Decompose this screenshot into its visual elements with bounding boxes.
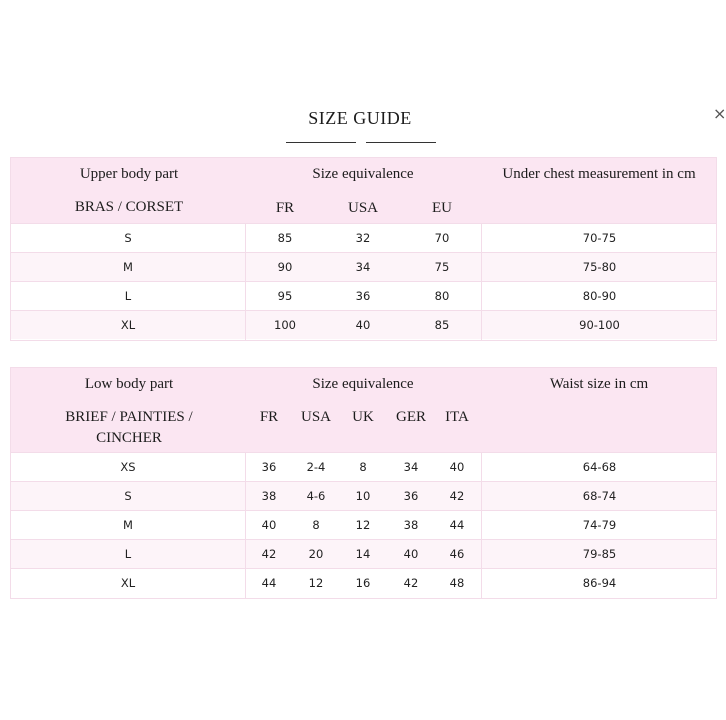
ita-cell: 48 [449, 576, 465, 590]
page-title: SIZE GUIDE [308, 108, 412, 128]
size-cell: XS [120, 460, 136, 474]
column-divider [245, 223, 246, 340]
table-row [11, 452, 716, 481]
lower-table-header [11, 368, 716, 452]
fr-cell: 90 [277, 260, 293, 274]
lower-equivalence-label: Size equivalence [312, 376, 414, 392]
fr-cell: 36 [261, 460, 277, 474]
usa-cell: 40 [355, 318, 371, 332]
upper-equivalence-label: Size equivalence [312, 166, 414, 182]
measure-cell: 64-68 [582, 460, 617, 474]
column-divider [245, 452, 246, 598]
table-row [11, 281, 716, 310]
upper-col-fr: FR [275, 200, 295, 216]
lower-part-label: Low body part [84, 376, 174, 392]
fr-cell: 40 [261, 518, 277, 532]
ita-cell: 46 [449, 547, 465, 561]
upper-col-eu: EU [432, 200, 452, 216]
eu-cell: 70 [434, 231, 450, 245]
table-row [11, 252, 716, 281]
upper-measure-label: Under chest measurement in cm [502, 166, 696, 182]
measure-cell: 90-100 [579, 318, 620, 332]
table-row [11, 539, 716, 568]
size-cell: XL [120, 576, 136, 590]
fr-cell: 38 [261, 489, 277, 503]
upper-category-label: BRAS / CORSET [74, 199, 184, 215]
lower-col-ita: ITA [445, 409, 469, 425]
usa-cell: 2-4 [306, 460, 326, 474]
ger-cell: 40 [403, 547, 419, 561]
uk-cell: 14 [355, 547, 371, 561]
measure-cell: 79-85 [582, 547, 617, 561]
fr-cell: 100 [274, 318, 296, 332]
lower-category-label-line1: BRIEF / PAINTIES / [65, 409, 193, 425]
ger-cell: 36 [403, 489, 419, 503]
ger-cell: 38 [403, 518, 419, 532]
lower-category-label-line2: CINCHER [96, 430, 162, 446]
size-cell: XL [120, 318, 136, 332]
table-row [11, 510, 716, 539]
usa-cell: 12 [308, 576, 324, 590]
measure-cell: 86-94 [582, 576, 617, 590]
close-icon[interactable]: × [713, 104, 726, 123]
uk-cell: 16 [355, 576, 371, 590]
ger-cell: 42 [403, 576, 419, 590]
column-divider [481, 223, 482, 340]
measure-cell: 80-90 [582, 289, 617, 303]
usa-cell: 4-6 [306, 489, 326, 503]
table-row [11, 310, 716, 339]
title-underline-right [366, 142, 436, 143]
fr-cell: 85 [277, 231, 293, 245]
ger-cell: 34 [403, 460, 419, 474]
table-row [11, 481, 716, 510]
size-cell: S [124, 489, 132, 503]
eu-cell: 85 [434, 318, 450, 332]
size-cell: M [123, 260, 133, 274]
measure-cell: 68-74 [582, 489, 617, 503]
fr-cell: 95 [277, 289, 293, 303]
size-cell: L [124, 289, 132, 303]
measure-cell: 70-75 [582, 231, 617, 245]
ita-cell: 44 [449, 518, 465, 532]
measure-cell: 74-79 [582, 518, 617, 532]
lower-measure-label: Waist size in cm [549, 376, 649, 392]
fr-cell: 42 [261, 547, 277, 561]
uk-cell: 10 [355, 489, 371, 503]
usa-cell: 34 [355, 260, 371, 274]
lower-col-fr: FR [259, 409, 279, 425]
ita-cell: 40 [449, 460, 465, 474]
usa-cell: 20 [308, 547, 324, 561]
upper-part-label: Upper body part [79, 166, 179, 182]
size-cell: M [123, 518, 133, 532]
ita-cell: 42 [449, 489, 465, 503]
size-cell: L [124, 547, 132, 561]
uk-cell: 8 [359, 460, 367, 474]
eu-cell: 80 [434, 289, 450, 303]
lower-col-usa: USA [300, 409, 331, 425]
column-divider [481, 452, 482, 598]
uk-cell: 12 [355, 518, 371, 532]
usa-cell: 36 [355, 289, 371, 303]
upper-table-header [11, 158, 716, 223]
table-row [11, 223, 716, 252]
lower-col-uk: UK [352, 409, 374, 425]
table-row [11, 568, 716, 597]
upper-col-usa: USA [347, 200, 378, 216]
lower-col-ger: GER [396, 409, 426, 425]
eu-cell: 75 [434, 260, 450, 274]
measure-cell: 75-80 [582, 260, 617, 274]
fr-cell: 44 [261, 576, 277, 590]
title-underline-left [286, 142, 356, 143]
usa-cell: 8 [312, 518, 320, 532]
upper-body-size-table [10, 157, 717, 341]
usa-cell: 32 [355, 231, 371, 245]
size-cell: S [124, 231, 132, 245]
lower-body-size-table [10, 367, 717, 599]
